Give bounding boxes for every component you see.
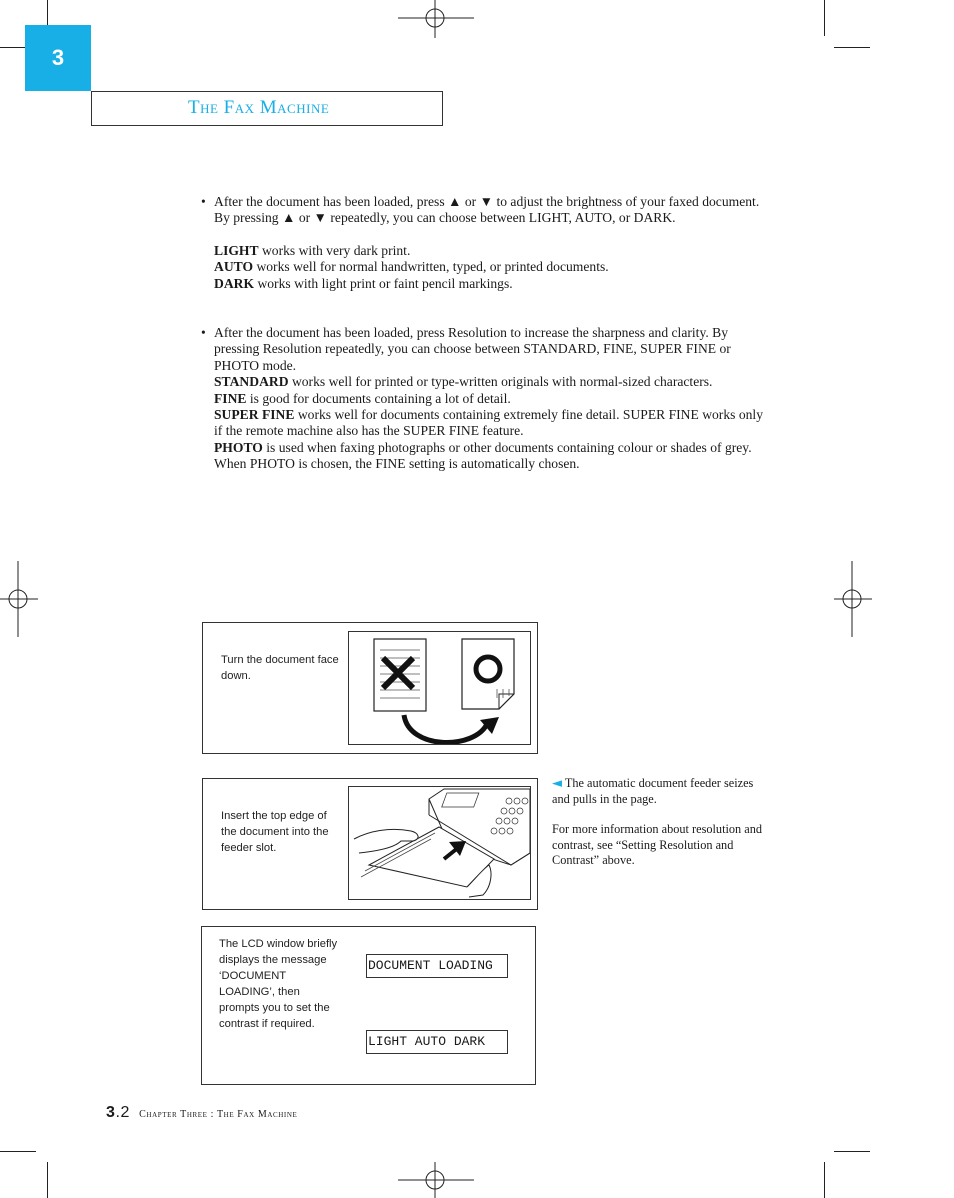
bullet-dot: • bbox=[201, 325, 206, 340]
page-footer bbox=[106, 1104, 297, 1122]
brightness-intro: After the document has been loaded, press ▲ or ▼ to adjust the brightness of your faxed document. By pressing ▲ or ▼ repeatedly, you can choose between LIGHT, AUTO, or DARK. bbox=[214, 194, 760, 226]
registration-mark-left bbox=[0, 561, 40, 637]
crop-mark bbox=[0, 1151, 36, 1152]
resolution-intro: After the document has been loaded, press Resolution to increase the sharpness and clarity. By pressing Resolution repeatedly, you can choose between STANDARD, FINE, SUPER FINE or PHOTO mode. bbox=[214, 325, 731, 373]
more-info-note: For more information about resolution and contrast, see “Setting Resolution and Contrast” above. bbox=[552, 822, 763, 868]
resolution-option: PHOTO is used when faxing photographs or other documents containing colour or shades of grey. When PHOTO is chosen, the FINE setting is automatically chosen. bbox=[214, 439, 752, 472]
bullet-item bbox=[201, 325, 771, 473]
brightness-option: AUTO works well for normal handwritten, typed, or printed documents. bbox=[214, 259, 609, 275]
panel-caption: Turn the document face down. bbox=[221, 654, 339, 682]
panel-caption: The LCD window briefly displays the message ‘DOCUMENT LOADING’, then prompts you to set the contrast if required. bbox=[219, 938, 338, 1030]
registration-mark-top bbox=[398, 0, 474, 40]
face-down-illustration bbox=[348, 631, 531, 745]
crop-mark bbox=[47, 1162, 48, 1198]
footer-text: Chapter Three : The Fax Machine bbox=[139, 1109, 298, 1120]
insert-document-illustration bbox=[348, 786, 531, 900]
brightness-option: DARK works with light print or faint pencil markings. bbox=[214, 275, 513, 291]
crop-mark bbox=[824, 0, 825, 36]
registration-mark-bottom bbox=[398, 1160, 474, 1198]
feeder-side-note bbox=[552, 776, 772, 884]
chapter-title: The Fax Machine bbox=[188, 97, 330, 118]
resolution-option: SUPER FINE works well for documents containing extremely fine detail. SUPER FINE works only if the remote machine also has the SUPER FINE feature. bbox=[214, 407, 763, 439]
bullet-dot: • bbox=[201, 194, 206, 209]
feeder-note: ◄ The automatic document feeder seizes and pulls in the page. bbox=[552, 776, 754, 806]
resolution-section bbox=[201, 325, 771, 473]
chapter-number-tab bbox=[25, 25, 91, 91]
bullet-item bbox=[201, 194, 771, 292]
crop-mark bbox=[824, 1162, 825, 1198]
page-number-minor: .2 bbox=[115, 1104, 131, 1121]
brightness-option: LIGHT works with very dark print. bbox=[214, 242, 411, 258]
page-number-major: 3 bbox=[106, 1104, 116, 1121]
brightness-section bbox=[201, 194, 771, 292]
resolution-option: STANDARD works well for printed or type-written originals with normal-sized characters. bbox=[214, 374, 713, 390]
pointer-arrow-icon: ◄ bbox=[552, 776, 562, 791]
resolution-option: FINE is good for documents containing a lot of detail. bbox=[214, 390, 511, 406]
crop-mark bbox=[834, 47, 870, 48]
lcd-display-loading: DOCUMENT LOADING bbox=[366, 954, 508, 978]
panel-caption: Insert the top edge of the document into the feeder slot. bbox=[221, 810, 329, 854]
crop-mark bbox=[834, 1151, 870, 1152]
lcd-display-contrast: LIGHT AUTO DARK bbox=[366, 1030, 508, 1054]
chapter-number: 3 bbox=[51, 45, 65, 70]
registration-mark-right bbox=[832, 561, 872, 637]
